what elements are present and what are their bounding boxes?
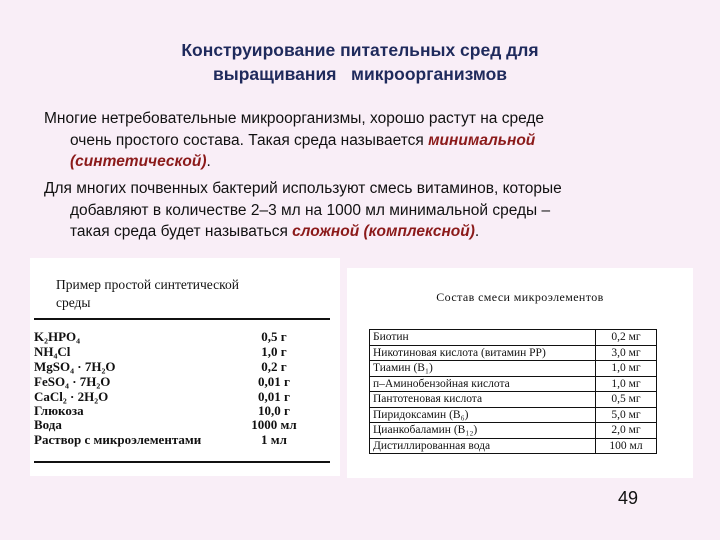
simple-medium-title-line2: среды <box>56 295 91 310</box>
microelement-row <box>370 330 657 346</box>
microelement-amount: 0,2 мг <box>596 330 657 346</box>
microelement-row <box>370 345 657 361</box>
ingredient-name: K₂HPO₄ <box>34 329 81 344</box>
ingredient-amount: 0,2 г <box>261 359 287 374</box>
microelement-amount: 3,0 мг <box>596 345 657 361</box>
ingredient-amount: 0,01 г <box>258 389 290 404</box>
ingredient-amount: 1000 мл <box>251 417 297 432</box>
ingredient-name: FeSO₄ · 7H₂O <box>34 374 111 389</box>
microelements-panel <box>347 268 693 478</box>
microelement-row <box>370 361 657 377</box>
slide-title <box>0 38 720 86</box>
paragraph1-line3 <box>44 151 684 173</box>
ingredient-amount: 10,0 г <box>258 403 290 418</box>
microelements-table <box>369 329 657 454</box>
microelement-amount: 100 мл <box>596 438 657 454</box>
simple-medium-row <box>34 345 324 359</box>
paragraph2-line3-end: . <box>474 223 480 240</box>
microelement-name: Биотин <box>370 330 596 346</box>
ingredient-name: Вода <box>34 417 62 432</box>
ingredient-name: Раствор с микроэлементами <box>34 432 202 447</box>
microelement-name: Цианкобаламин (B₁₂) <box>370 423 596 439</box>
microelement-amount: 1,0 мг <box>596 361 657 377</box>
highlight-synthetic: (синтетической) <box>70 153 207 170</box>
microelement-name: Никотиновая кислота (витамин PP) <box>370 345 596 361</box>
ingredient-name: CaCl₂ · 2H₂O <box>34 389 109 404</box>
highlight-complex: сложной (комплексной) <box>292 223 475 240</box>
paragraph2-line3 <box>44 221 684 243</box>
simple-medium-row <box>34 330 324 344</box>
simple-medium-row <box>34 404 324 418</box>
microelement-amount: 0,5 мг <box>596 392 657 408</box>
microelement-amount: 2,0 мг <box>596 423 657 439</box>
paragraph1-line2 <box>44 130 684 152</box>
microelement-row <box>370 407 657 423</box>
slide-title-line1: Конструирование питательных сред для <box>181 40 539 60</box>
paragraph-complex-medium <box>44 178 684 243</box>
simple-medium-panel <box>30 258 340 476</box>
paragraph2-line2: добавляют в количестве 2–3 мл на 1000 мл минимальной среды – <box>70 201 551 219</box>
microelement-row <box>370 423 657 439</box>
microelement-name: Пантотеновая кислота <box>370 392 596 408</box>
ingredient-amount: 0,01 г <box>258 374 290 389</box>
microelement-row <box>370 376 657 392</box>
paragraph1-line1: Многие нетребовательные микроорганизмы, хорошо растут на среде <box>44 110 545 127</box>
paragraph1-line2-text: очень простого состава. Такая среда называется <box>70 131 429 149</box>
highlight-minimal: минимальной <box>428 131 536 149</box>
microelement-row <box>370 392 657 408</box>
ingredient-name: NH₄Cl <box>34 344 71 359</box>
paragraph1-line3-text: . <box>206 153 211 170</box>
microelement-row <box>370 438 657 454</box>
ingredient-amount: 1 мл <box>261 432 287 447</box>
microelement-name: Дистиллированная вода <box>370 438 596 454</box>
microelement-amount: 5,0 мг <box>596 407 657 423</box>
paragraph2-line3-text: такая среда будет называться <box>70 223 293 240</box>
table-bottom-rule <box>34 461 330 463</box>
microelement-name: п–Аминобензойная кислота <box>370 376 596 392</box>
simple-medium-row <box>34 390 324 404</box>
page-number: 49 <box>618 488 639 508</box>
ingredient-name: Глюкоза <box>34 403 84 418</box>
simple-medium-row <box>34 360 324 374</box>
paragraph-minimal-medium <box>44 108 684 173</box>
simple-medium-title-line1: Пример простой синтетической <box>56 277 239 292</box>
simple-medium-row <box>34 375 324 389</box>
simple-medium-row <box>34 418 324 432</box>
table-top-rule <box>34 318 330 320</box>
slide-title-line2: выращивания микроорганизмов <box>212 64 508 84</box>
microelement-name: Пиридоксамин (B₆) <box>370 407 596 423</box>
ingredient-amount: 0,5 г <box>261 329 287 344</box>
paragraph2-line1: Для многих почвенных бактерий используют смесь витаминов, которые <box>44 180 562 197</box>
simple-medium-title <box>56 276 239 312</box>
microelement-name: Тиамин (B₁) <box>370 361 596 377</box>
simple-medium-row <box>34 433 324 447</box>
ingredient-amount: 1,0 г <box>261 344 287 359</box>
ingredient-name: MgSO₄ · 7H₂O <box>34 359 116 374</box>
microelements-title: Состав смеси микроэлементов <box>436 290 604 304</box>
microelement-amount: 1,0 мг <box>596 376 657 392</box>
